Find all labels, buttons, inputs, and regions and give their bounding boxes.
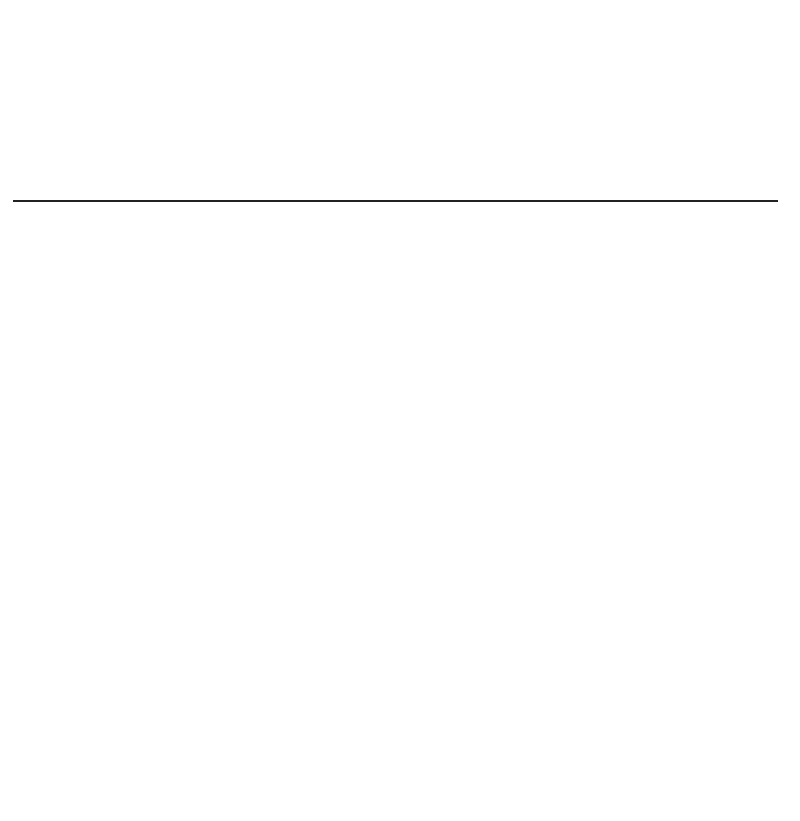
- header-col-content: [71, 201, 778, 202]
- header-col-key: [14, 201, 71, 202]
- answer-table-q12: [13, 200, 778, 202]
- table-header-row: [14, 201, 778, 202]
